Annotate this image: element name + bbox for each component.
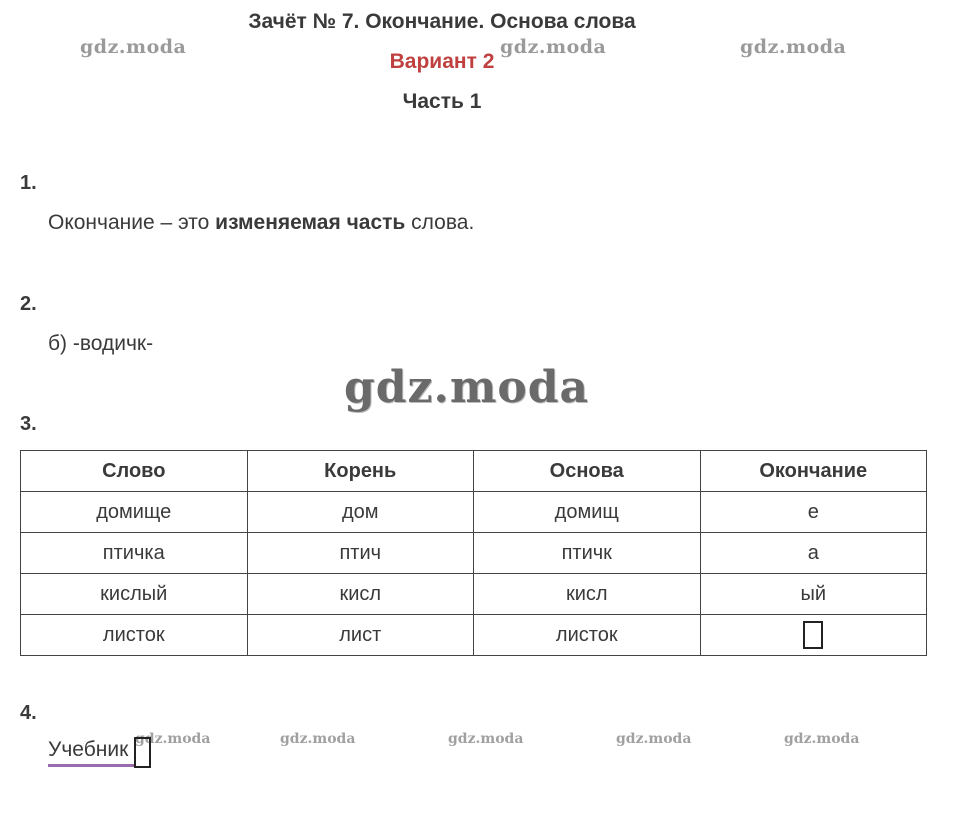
table-cell: кисл <box>474 574 701 615</box>
question-number: 1. <box>20 172 37 194</box>
watermark: gdz.moda <box>280 731 356 747</box>
table-cell: а <box>700 533 927 574</box>
table-cell: е <box>700 492 927 533</box>
empty-box-icon <box>803 621 823 649</box>
table-cell: кисл <box>247 574 474 615</box>
table-cell: листок <box>474 615 701 656</box>
column-header: Слово <box>21 451 248 492</box>
table-cell: дом <box>247 492 474 533</box>
watermark: gdz.moda <box>740 36 847 58</box>
morpheme-table <box>20 450 927 656</box>
table-cell: кислый <box>21 574 248 615</box>
watermark: gdz.moda <box>135 731 211 747</box>
column-header: Основа <box>474 451 701 492</box>
part-heading: Часть 1 <box>402 90 482 113</box>
table-cell: домищ <box>474 492 701 533</box>
table-cell: домище <box>21 492 248 533</box>
table-row <box>21 533 927 574</box>
column-header: Корень <box>247 451 474 492</box>
watermark: gdz.moda <box>784 731 860 747</box>
table-cell: листок <box>21 615 248 656</box>
variant-heading: Вариант 2 <box>389 50 495 73</box>
table-cell: ый <box>700 574 927 615</box>
watermark: gdz.moda <box>448 731 524 747</box>
empty-box-icon <box>134 737 151 768</box>
textbook-link[interactable]: Учебник <box>48 738 129 761</box>
table-cell: птичка <box>21 533 248 574</box>
answer-1-bold: изменяемая часть <box>215 211 406 234</box>
textbook-link-underline <box>48 764 134 767</box>
watermark: gdz.moda <box>616 731 692 747</box>
watermark-large: gdz.moda <box>344 362 590 413</box>
table-cell: птичк <box>474 533 701 574</box>
answer-1-after: слова. <box>411 211 475 234</box>
table-row <box>21 615 927 656</box>
empty-ending-cell <box>700 615 927 656</box>
question-number: 4. <box>20 702 37 724</box>
watermark: gdz.moda <box>80 36 187 58</box>
page-title: Зачёт № 7. Окончание. Основа слова <box>248 10 636 33</box>
table-cell: лист <box>247 615 474 656</box>
table-row <box>21 492 927 533</box>
answer-1-before: Окончание – это <box>48 211 210 234</box>
answer-1 <box>48 211 474 235</box>
column-header: Окончание <box>700 451 927 492</box>
answer-2: б) -водичк- <box>48 332 154 355</box>
table-header-row <box>21 451 927 492</box>
table-row <box>21 574 927 615</box>
watermark: gdz.moda <box>500 36 607 58</box>
table-cell: птич <box>247 533 474 574</box>
question-number: 3. <box>20 413 37 435</box>
question-number: 2. <box>20 293 37 315</box>
